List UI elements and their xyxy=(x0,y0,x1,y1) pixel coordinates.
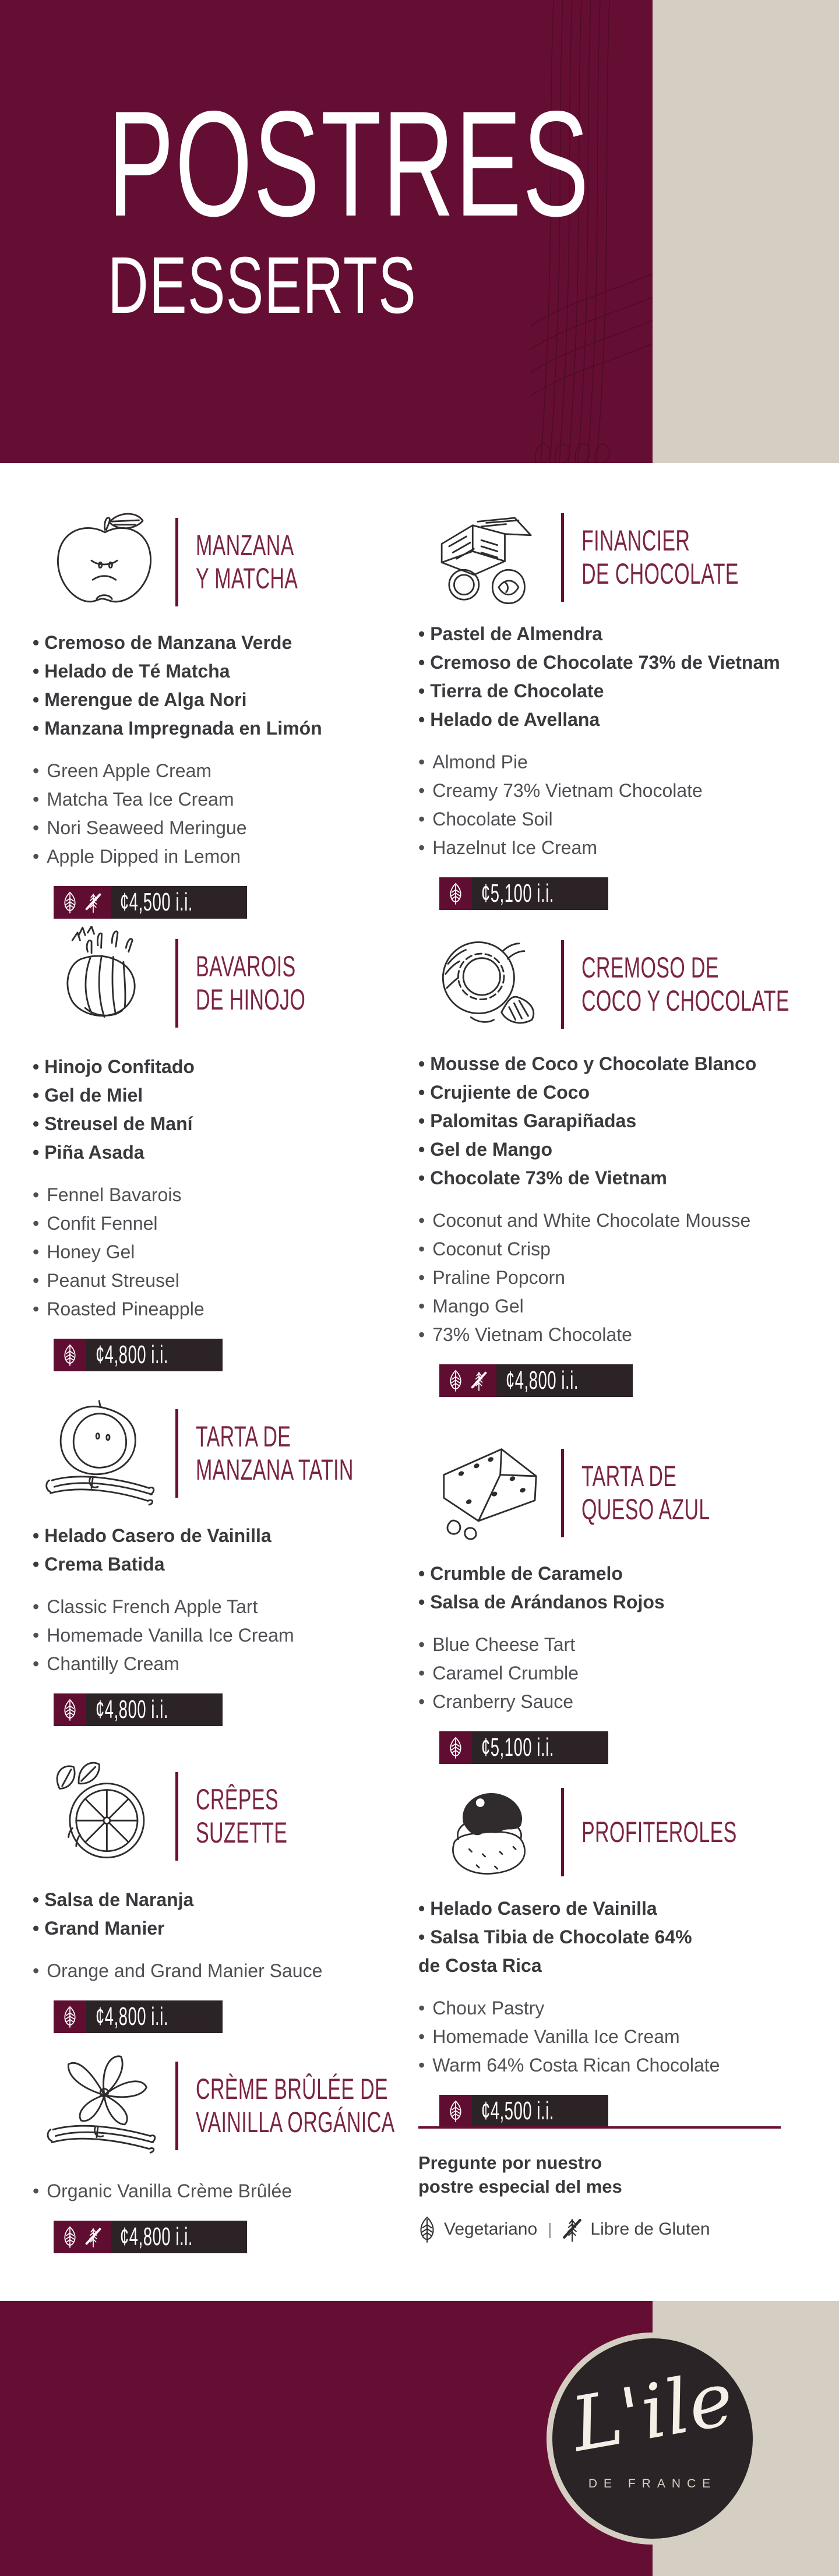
dish-es: • Manzana Impregnada en Limón xyxy=(33,714,394,743)
dish-en: • Creamy 73% Vietnam Chocolate xyxy=(418,777,781,805)
price-badge xyxy=(54,2000,223,2033)
dish-es: • Helado Casero de Vainilla xyxy=(33,1522,394,1550)
dish-es: • Hinojo Confitado xyxy=(33,1053,394,1081)
logo-script-text: L'ile xyxy=(565,2355,740,2469)
price: ¢4,500 i.i. xyxy=(481,2097,555,2125)
special-note xyxy=(418,2126,781,2243)
dish-en: • Confit Fennel xyxy=(33,1209,394,1238)
apple-illustration xyxy=(33,508,175,616)
dish-es: • Helado de Avellana xyxy=(418,705,781,734)
dish-en: • Fennel Bavarois xyxy=(33,1181,394,1209)
menu-item-tarta-queso-azul xyxy=(418,1439,781,1764)
item-title: CREMOSO DE COCO Y CHOCOLATE xyxy=(561,940,839,1029)
vegetarian-leaf-icon xyxy=(448,883,463,905)
page-title: POSTRES xyxy=(108,79,590,248)
dish-en: • Hazelnut Ice Cream xyxy=(418,834,781,862)
item-title: MANZANA Y MATCHA xyxy=(175,518,346,606)
dish-en: • Matcha Tea Ice Cream xyxy=(33,785,394,814)
dish-es: • Mousse de Coco y Chocolate Blanco xyxy=(418,1050,781,1078)
legend-separator: | xyxy=(548,2220,552,2238)
dish-en: • Peanut Streusel xyxy=(33,1266,394,1295)
vegetarian-leaf-icon xyxy=(62,2226,77,2248)
price-badge xyxy=(54,1693,223,1726)
special-note-line2: postre especial del mes xyxy=(418,2176,622,2197)
special-note-line1: Pregunte por nuestro xyxy=(418,2152,602,2173)
dish-es: • Crumble de Caramelo xyxy=(418,1559,781,1588)
apple-half-vanilla-illustration xyxy=(33,1398,175,1509)
page-subtitle: DESSERTS xyxy=(108,241,417,331)
dish-en: • Mango Gel xyxy=(418,1292,781,1321)
fennel-illustration xyxy=(33,926,175,1040)
item-title: CRÊPES SUZETTE xyxy=(175,1772,330,1861)
dish-en: • Cranberry Sauce xyxy=(418,1688,781,1716)
price-badge xyxy=(439,1364,633,1397)
menu-item-manzana-y-matcha xyxy=(33,508,394,919)
dish-es: • Pastel de Almendra xyxy=(418,620,781,648)
item-title: BAVAROIS DE HINOJO xyxy=(175,939,357,1028)
chocolate-illustration xyxy=(418,508,561,607)
gluten-free-icon xyxy=(562,2216,582,2243)
dish-es: • Cremoso de Chocolate 73% de Vietnam xyxy=(418,648,781,677)
price: ¢5,100 i.i. xyxy=(481,1733,555,1762)
menu-item-financier-de-chocolate xyxy=(418,508,781,910)
dish-es: • Helado Casero de Vainilla xyxy=(418,1894,692,1923)
vegetarian-leaf-icon xyxy=(62,1344,77,1366)
spanish-list xyxy=(418,1050,781,1192)
logo-subtext: DE FRANCE xyxy=(588,2477,717,2490)
english-list xyxy=(33,1181,394,1324)
dish-es: • Tierra de Chocolate xyxy=(418,677,781,705)
dish-en: • 73% Vietnam Chocolate xyxy=(418,1321,781,1349)
spanish-list xyxy=(33,629,394,743)
price: ¢4,800 i.i. xyxy=(96,2002,169,2031)
dish-en: • Warm 64% Costa Rican Chocolate xyxy=(418,2051,781,2080)
blue-cheese-illustration xyxy=(418,1439,561,1547)
dish-en: • Nori Seaweed Meringue xyxy=(33,814,394,842)
menu-item-crepes-suzette xyxy=(33,1759,394,2033)
gluten-free-icon xyxy=(84,891,102,913)
dish-en: • Choux Pastry xyxy=(418,1994,781,2023)
dish-es: • Streusel de Maní xyxy=(33,1110,394,1138)
menu-item-creme-brulee xyxy=(33,2048,394,2253)
spanish-list xyxy=(33,1053,394,1167)
menu-item-tarta-manzana-tatin xyxy=(33,1398,394,1726)
spanish-list xyxy=(418,1894,692,1980)
english-list xyxy=(33,1593,394,1678)
price: ¢4,500 i.i. xyxy=(120,888,193,916)
dish-en: • Chocolate Soil xyxy=(418,805,781,834)
menu-item-bavarois-de-hinojo xyxy=(33,926,394,1371)
english-list xyxy=(33,757,394,871)
legend-vegetarian-label: Vegetariano xyxy=(444,2219,538,2239)
profiterole-illustration xyxy=(418,1783,561,1882)
divider-line xyxy=(418,2126,781,2129)
price: ¢4,800 i.i. xyxy=(120,2222,193,2251)
dish-es: • Crema Batida xyxy=(33,1550,394,1579)
price-badge xyxy=(439,877,608,910)
restaurant-logo xyxy=(547,2332,759,2545)
vegetarian-leaf-icon xyxy=(418,2216,436,2243)
header-maroon-panel xyxy=(0,0,653,463)
dish-es: • Salsa de Naranja xyxy=(33,1886,394,1914)
dish-en: • Apple Dipped in Lemon xyxy=(33,842,394,871)
english-list xyxy=(418,1206,781,1349)
vegetarian-leaf-icon xyxy=(448,1737,463,1759)
dish-es: • Cremoso de Manzana Verde xyxy=(33,629,394,657)
price: ¢4,800 i.i. xyxy=(506,1366,579,1395)
dish-en: • Orange and Grand Manier Sauce xyxy=(33,1957,394,1985)
dish-en: • Honey Gel xyxy=(33,1238,394,1266)
dish-en: • Almond Pie xyxy=(418,748,781,777)
english-list xyxy=(418,748,781,862)
dish-en: • Roasted Pineapple xyxy=(33,1295,394,1324)
legend-gluten-free-label: Libre de Gluten xyxy=(590,2219,710,2239)
dish-en: • Classic French Apple Tart xyxy=(33,1593,394,1621)
gluten-free-icon xyxy=(84,2226,102,2248)
dish-es: • Piña Asada xyxy=(33,1138,394,1167)
gluten-free-icon xyxy=(470,1370,488,1392)
spanish-list xyxy=(418,1559,781,1617)
dish-en: • Organic Vanilla Crème Brûlée xyxy=(33,2177,394,2206)
item-title: TARTA DE QUESO AZUL xyxy=(561,1449,771,1537)
dish-en: • Homemade Vanilla Ice Cream xyxy=(418,2023,781,2051)
spanish-list xyxy=(33,1886,394,1943)
price-badge xyxy=(439,1731,608,1764)
vegetarian-leaf-icon xyxy=(62,2006,77,2028)
item-title: FINANCIER DE CHOCOLATE xyxy=(561,513,813,602)
item-title: PROFITEROLES xyxy=(561,1788,810,1876)
item-title: CRÈME BRÛLÉE DE VAINILLA ORGÁNICA xyxy=(175,2062,488,2150)
dish-en: • Homemade Vanilla Ice Cream xyxy=(33,1621,394,1650)
special-note-text xyxy=(418,2151,781,2199)
dish-es: • Crujiente de Coco xyxy=(418,1078,781,1107)
english-list xyxy=(33,1957,394,1985)
brand-block xyxy=(108,79,653,331)
price-badge xyxy=(54,1339,223,1371)
vanilla-flower-illustration xyxy=(33,2048,175,2164)
vegetarian-leaf-icon xyxy=(62,1699,77,1721)
dish-en: • Praline Popcorn xyxy=(418,1264,781,1292)
dish-es: • Merengue de Alga Nori xyxy=(33,686,394,714)
dish-en: • Coconut Crisp xyxy=(418,1235,781,1264)
price: ¢4,800 i.i. xyxy=(96,1695,169,1724)
dish-en: • Blue Cheese Tart xyxy=(418,1631,781,1659)
spanish-list xyxy=(418,620,781,734)
orange-slice-illustration xyxy=(33,1759,175,1873)
dish-en: • Caramel Crumble xyxy=(418,1659,781,1688)
dish-en: • Green Apple Cream xyxy=(33,757,394,785)
english-list xyxy=(418,1631,781,1716)
dish-es: • Gel de Mango xyxy=(418,1135,781,1164)
coconut-illustration xyxy=(418,932,561,1037)
dish-es: • Helado de Té Matcha xyxy=(33,657,394,686)
price: ¢5,100 i.i. xyxy=(481,879,555,908)
dish-es: • Chocolate 73% de Vietnam xyxy=(418,1164,781,1192)
price-badge xyxy=(54,886,247,919)
spanish-list xyxy=(33,1522,394,1579)
english-list xyxy=(33,2177,394,2206)
page-footer xyxy=(0,2301,839,2576)
header-beige-panel xyxy=(653,0,839,463)
dish-es: • Gel de Miel xyxy=(33,1081,394,1110)
price-badge xyxy=(54,2221,247,2253)
dish-en: • Chantilly Cream xyxy=(33,1650,394,1678)
legend xyxy=(418,2216,781,2243)
dish-en: • Coconut and White Chocolate Mousse xyxy=(418,1206,781,1235)
dish-es: • Palomitas Garapiñadas xyxy=(418,1107,781,1135)
page-header xyxy=(0,0,839,463)
menu-item-cremoso-de-coco xyxy=(418,932,789,1397)
item-title: TARTA DE MANZANA TATIN xyxy=(175,1409,428,1498)
vegetarian-leaf-icon xyxy=(62,891,77,913)
dish-es: • Salsa de Arándanos Rojos xyxy=(418,1588,781,1617)
price: ¢4,800 i.i. xyxy=(96,1340,169,1369)
vegetarian-leaf-icon xyxy=(448,1370,463,1392)
dish-es: • Grand Manier xyxy=(33,1914,394,1943)
dish-es: • Salsa Tibia de Chocolate 64% de Costa Rica xyxy=(418,1923,692,1980)
